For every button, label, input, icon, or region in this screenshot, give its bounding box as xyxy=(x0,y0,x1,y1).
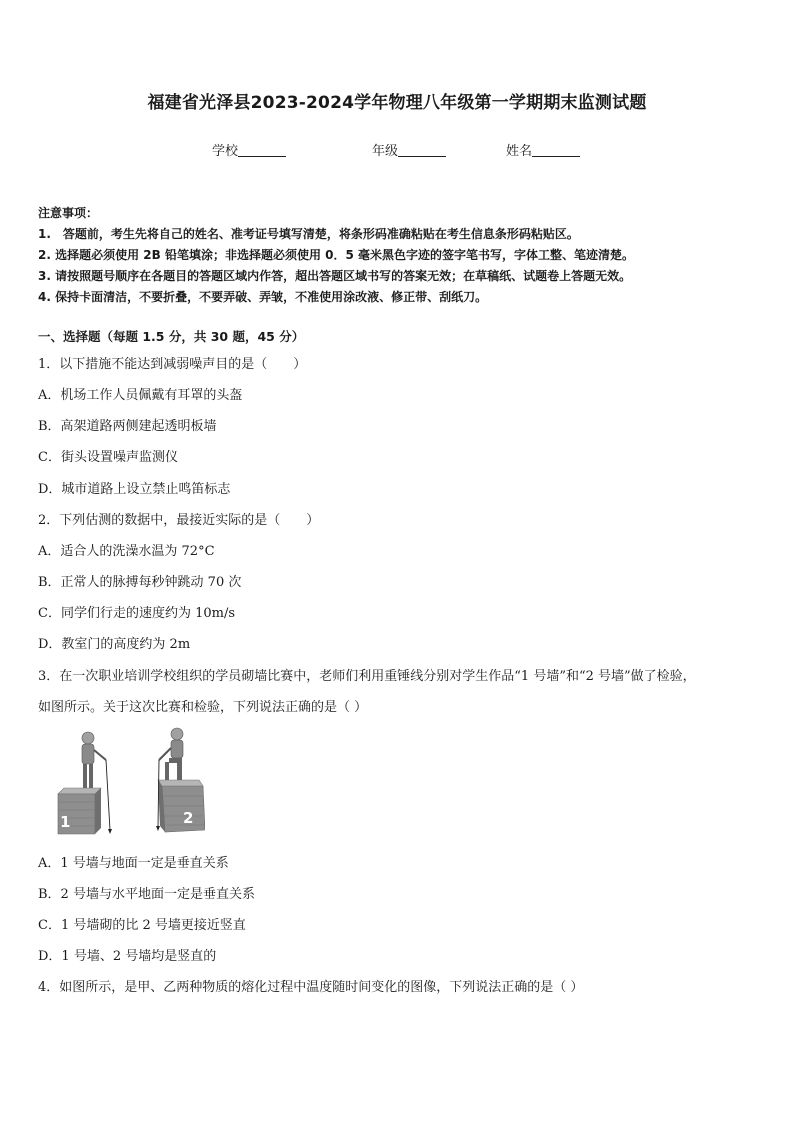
wall-1-illustration xyxy=(58,732,112,834)
note-item: 4. 保持卡面清洁，不要折叠，不要弄破、弄皱，不准使用涂改液、修正带、刮纸刀。 xyxy=(38,290,488,304)
wall-2-label: 2 xyxy=(183,809,194,827)
exam-title: 福建省光泽县2023-2024学年物理八年级第一学期期末监测试题 xyxy=(147,93,647,113)
school-field xyxy=(212,140,286,159)
section-heading: 一、选择题（每题 1.5 分，共 30 题，45 分） xyxy=(38,329,305,344)
wall-1-label: 1 xyxy=(60,813,71,831)
school-blank[interactable] xyxy=(238,143,286,157)
option-c: C．街头设置噪声监测仪 xyxy=(38,450,178,465)
note-item: 2. 选择题必须使用 2B 铅笔填涂；非选择题必须使用 0．5 毫米黑色字迹的签字笔书写，字体工整、笔迹清楚。 xyxy=(38,248,634,262)
question-stem: 1．以下措施不能达到减弱噪声目的是（ ） xyxy=(38,357,307,372)
option-a: A．机场工作人员佩戴有耳罩的头盔 xyxy=(38,388,243,403)
option-d: D．教室门的高度约为 2m xyxy=(38,637,191,652)
question-stem: 4．如图所示，是甲、乙两种物质的熔化过程中温度随时间变化的图像，下列说法正确的是（ ） xyxy=(38,980,584,995)
option-d: D．城市道路上设立禁止鸣笛标志 xyxy=(38,482,231,497)
name-blank[interactable] xyxy=(532,143,580,157)
option-b: B．正常人的脉搏每秒钟跳动 70 次 xyxy=(38,575,242,590)
option-c: C．同学们行走的速度约为 10m/s xyxy=(38,606,235,621)
option-b: B．高架道路两侧建起透明板墙 xyxy=(38,419,217,434)
option-a: A．1 号墙与地面一定是垂直关系 xyxy=(38,856,229,871)
note-item: 3. 请按照题号顺序在各题目的答题区域内作答，超出答题区域书写的答案无效；在草稿纸、试题卷上答题无效。 xyxy=(38,269,632,283)
grade-label: 年级 xyxy=(372,144,399,159)
notes-section xyxy=(38,203,634,308)
question-stem: 2．下列估测的数据中，最接近实际的是（ ） xyxy=(38,513,320,528)
note-item: 1. 答题前，考生先将自己的姓名、准考证号填写清楚，将条形码准确粘贴在考生信息条形码粘贴区。 xyxy=(38,227,579,241)
question-stem-cont: 如图所示。关于这次比赛和检验，下列说法正确的是（ ） xyxy=(38,700,368,715)
option-d: D．1 号墙、2 号墙均是竖直的 xyxy=(38,949,217,964)
plumb-line-figure xyxy=(55,726,205,836)
name-field xyxy=(506,140,580,159)
wall-2-illustration xyxy=(156,728,205,832)
option-a: A．适合人的洗澡水温为 72°C xyxy=(38,544,215,559)
grade-blank[interactable] xyxy=(398,143,446,157)
name-label: 姓名 xyxy=(506,144,533,159)
notes-heading: 注意事项： xyxy=(38,206,99,220)
question-stem: 3．在一次职业培训学校组织的学员砌墙比赛中，老师们利用重锤线分别对学生作品“1 号墙”和“2 号墙”做了检验， xyxy=(38,669,696,684)
school-label: 学校 xyxy=(212,144,239,159)
grade-field xyxy=(372,140,446,159)
option-c: C．1 号墙砌的比 2 号墙更接近竖直 xyxy=(38,918,246,933)
option-b: B．2 号墙与水平地面一定是垂直关系 xyxy=(38,887,255,902)
